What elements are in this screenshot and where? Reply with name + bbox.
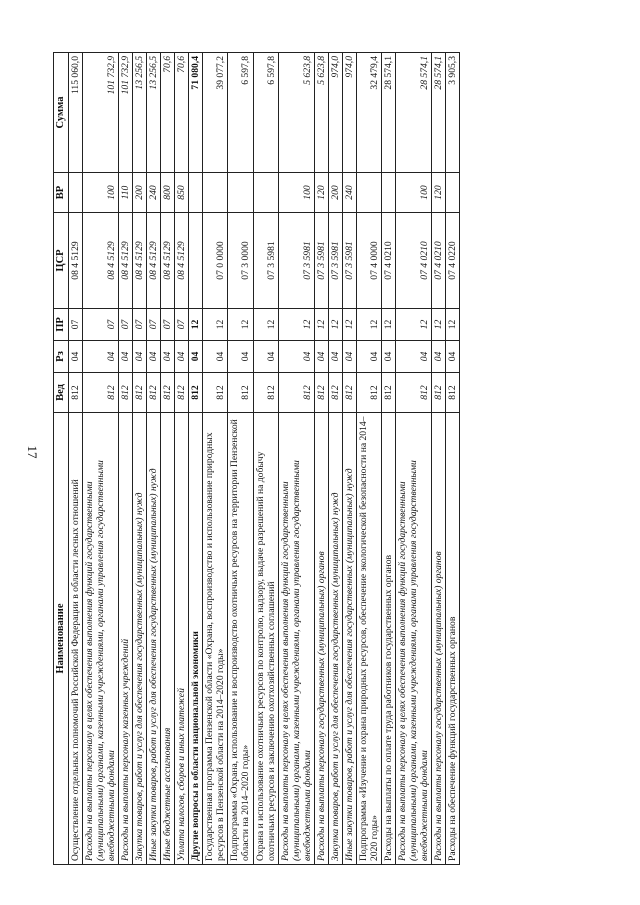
cell-pr: 12 xyxy=(314,309,328,341)
cell-name: Подпрограмма «Изучение и охрана природных ресурсов, обеспечение экологической безопасности на 2014–2020 годы» xyxy=(356,413,381,865)
budget-table xyxy=(53,52,460,865)
cell-ved: 812 xyxy=(69,373,83,413)
cell-sum: 32 479,4 xyxy=(356,53,381,173)
cell-rz: 04 xyxy=(228,341,253,373)
cell-rz: 04 xyxy=(203,341,228,373)
cell-name: Подпрограмма «Охрана, использование и воспроизводство охотничьих ресурсов на территории Пензенской области на 2014–2020 годы» xyxy=(228,413,253,865)
cell-csr: 07 4 0210 xyxy=(431,213,445,309)
cell-vr: 240 xyxy=(147,173,161,213)
table-row xyxy=(431,53,445,865)
cell-vr: 110 xyxy=(119,173,133,213)
table-row xyxy=(356,53,381,865)
cell-csr: 08 4 5129 xyxy=(119,213,133,309)
cell-name: Охрана и использование охотничьих ресурсов по контролю, надзору, выдаче разрешений на добычу охотничьих ресурсов и заключению охотхозяйственных соглашений xyxy=(253,413,278,865)
cell-ved: 812 xyxy=(395,373,431,413)
cell-name: Другие вопросы в области национальной экономики xyxy=(189,413,203,865)
cell-sum: 115 060,0 xyxy=(69,53,83,173)
table-row xyxy=(445,53,459,865)
cell-sum: 28 574,1 xyxy=(381,53,395,173)
cell-rz: 04 xyxy=(253,341,278,373)
table-row xyxy=(83,53,119,865)
cell-vr: 120 xyxy=(314,173,328,213)
cell-pr: 12 xyxy=(431,309,445,341)
cell-name: Государственная программа Пензенской области «Охрана, воспроизводство и использование природных ресурсов в Пензенской области на 2014–2020 годы» xyxy=(203,413,228,865)
table-row xyxy=(119,53,133,865)
cell-sum: 6 597,8 xyxy=(228,53,253,173)
cell-rz: 04 xyxy=(189,341,203,373)
cell-ved: 812 xyxy=(119,373,133,413)
cell-ved: 812 xyxy=(228,373,253,413)
table-row xyxy=(314,53,328,865)
cell-pr: 12 xyxy=(228,309,253,341)
cell-ved: 812 xyxy=(381,373,395,413)
cell-name: Иные закупки товаров, работ и услуг для обеспечения государственных (муниципальных) нужд xyxy=(342,413,356,865)
cell-vr xyxy=(253,173,278,213)
cell-vr xyxy=(445,173,459,213)
cell-sum: 974,0 xyxy=(328,53,342,173)
cell-ved: 812 xyxy=(253,373,278,413)
cell-rz: 04 xyxy=(119,341,133,373)
cell-ved: 812 xyxy=(356,373,381,413)
rotated-page xyxy=(53,53,611,865)
cell-pr: 07 xyxy=(147,309,161,341)
table-row xyxy=(189,53,203,865)
cell-name: Расходы на выплаты персоналу в целях обеспечения выполнения функций государственными (муниципальными) органами, казенными учреждениями, органами управления государственными внебюджетными фондами xyxy=(83,413,119,865)
cell-rz: 04 xyxy=(342,341,356,373)
cell-pr: 07 xyxy=(133,309,147,341)
cell-pr: 12 xyxy=(356,309,381,341)
cell-rz: 04 xyxy=(133,341,147,373)
cell-pr: 12 xyxy=(189,309,203,341)
cell-name: Расходы на выплаты персоналу казенных учреждений xyxy=(119,413,133,865)
cell-pr: 12 xyxy=(342,309,356,341)
cell-ved: 812 xyxy=(83,373,119,413)
header-rz: Рз xyxy=(54,341,69,373)
cell-sum: 974,0 xyxy=(342,53,356,173)
cell-vr: 100 xyxy=(83,173,119,213)
cell-csr: 07 4 0000 xyxy=(356,213,381,309)
table-row xyxy=(203,53,228,865)
cell-csr: 08 4 5129 xyxy=(133,213,147,309)
cell-name: Закупка товаров, работ и услуг для обеспечения государственных (муниципальных) нужд xyxy=(133,413,147,865)
cell-csr: 07 0 0000 xyxy=(203,213,228,309)
cell-rz: 04 xyxy=(356,341,381,373)
cell-rz: 04 xyxy=(328,341,342,373)
header-csr: ЦСР xyxy=(54,213,69,309)
cell-name: Иные закупки товаров, работ и услуг для обеспечения государственных (муниципальных) нужд xyxy=(147,413,161,865)
cell-vr: 200 xyxy=(328,173,342,213)
cell-csr: 08 4 5129 xyxy=(147,213,161,309)
cell-vr: 120 xyxy=(431,173,445,213)
cell-pr: 12 xyxy=(203,309,228,341)
cell-name: Расходы на выплаты персоналу в целях обеспечения выполнения функций государственными (муниципальными) органами, казенными учреждениями, органами управления государственными внебюджетными фондами xyxy=(395,413,431,865)
cell-sum: 5 623,8 xyxy=(278,53,314,173)
cell-ved: 812 xyxy=(175,373,189,413)
cell-sum: 28 574,1 xyxy=(395,53,431,173)
cell-pr: 12 xyxy=(445,309,459,341)
cell-pr: 12 xyxy=(328,309,342,341)
cell-pr: 12 xyxy=(395,309,431,341)
header-vr: ВР xyxy=(54,173,69,213)
cell-ved: 812 xyxy=(278,373,314,413)
cell-name: Расходы на выплаты персоналу в целях обеспечения выполнения функций государственными (муниципальными) органами, казенными учреждениями, органами управления государственными внебюджетными фондами xyxy=(278,413,314,865)
table-row xyxy=(161,53,175,865)
cell-sum: 101 732,9 xyxy=(83,53,119,173)
cell-ved: 812 xyxy=(147,373,161,413)
cell-sum: 5 623,8 xyxy=(314,53,328,173)
table-header-row xyxy=(54,53,69,865)
cell-csr: 08 4 5129 xyxy=(175,213,189,309)
cell-rz: 04 xyxy=(175,341,189,373)
cell-pr: 07 xyxy=(119,309,133,341)
header-sum: Сумма xyxy=(54,53,69,173)
cell-vr: 100 xyxy=(395,173,431,213)
cell-ved: 812 xyxy=(161,373,175,413)
cell-ved: 812 xyxy=(133,373,147,413)
table-row xyxy=(328,53,342,865)
table-body xyxy=(69,53,460,865)
header-name: Наименование xyxy=(54,413,69,865)
cell-pr: 07 xyxy=(175,309,189,341)
cell-csr: 07 3 0000 xyxy=(228,213,253,309)
cell-pr: 07 xyxy=(83,309,119,341)
cell-sum: 3 905,3 xyxy=(445,53,459,173)
cell-name: Расходы на выплаты по оплате труда работников государственных органов xyxy=(381,413,395,865)
cell-name: Закупка товаров, работ и услуг для обеспечения государственных (муниципальных) нужд xyxy=(328,413,342,865)
cell-vr xyxy=(203,173,228,213)
cell-csr: 07 3 5981 xyxy=(328,213,342,309)
cell-rz: 04 xyxy=(278,341,314,373)
table-row xyxy=(147,53,161,865)
cell-csr: 08 4 5129 xyxy=(83,213,119,309)
cell-vr xyxy=(189,173,203,213)
cell-csr: 07 4 0210 xyxy=(381,213,395,309)
cell-pr: 12 xyxy=(278,309,314,341)
cell-vr xyxy=(228,173,253,213)
cell-csr: 07 3 5981 xyxy=(278,213,314,309)
cell-vr: 200 xyxy=(133,173,147,213)
cell-vr xyxy=(356,173,381,213)
cell-csr: 08 4 5129 xyxy=(161,213,175,309)
cell-csr: 07 4 0210 xyxy=(395,213,431,309)
cell-rz: 04 xyxy=(147,341,161,373)
cell-csr: 07 4 0220 xyxy=(445,213,459,309)
cell-sum: 39 077,2 xyxy=(203,53,228,173)
table-row xyxy=(228,53,253,865)
cell-name: Иные бюджетные ассигнования xyxy=(161,413,175,865)
cell-sum: 13 256,5 xyxy=(147,53,161,173)
table-row xyxy=(381,53,395,865)
table-row xyxy=(133,53,147,865)
cell-ved: 812 xyxy=(189,373,203,413)
cell-ved: 812 xyxy=(203,373,228,413)
cell-sum: 6 597,8 xyxy=(253,53,278,173)
cell-ved: 812 xyxy=(328,373,342,413)
cell-name: Уплата налогов, сборов и иных платежей xyxy=(175,413,189,865)
cell-name: Расходы на обеспечение функций государственных органов xyxy=(445,413,459,865)
table-row xyxy=(395,53,431,865)
cell-rz: 04 xyxy=(83,341,119,373)
cell-pr: 12 xyxy=(253,309,278,341)
cell-pr: 12 xyxy=(381,309,395,341)
cell-ved: 812 xyxy=(314,373,328,413)
cell-csr xyxy=(189,213,203,309)
cell-name: Осуществление отдельных полномочий Российской Федерации в области лесных отношений xyxy=(69,413,83,865)
cell-sum: 13 256,5 xyxy=(133,53,147,173)
cell-ved: 812 xyxy=(431,373,445,413)
table-row xyxy=(342,53,356,865)
header-ved: Вед xyxy=(54,373,69,413)
cell-ved: 812 xyxy=(445,373,459,413)
cell-vr: 800 xyxy=(161,173,175,213)
table-row xyxy=(69,53,83,865)
cell-sum: 28 574,1 xyxy=(431,53,445,173)
cell-pr: 07 xyxy=(161,309,175,341)
cell-csr: 07 3 5981 xyxy=(342,213,356,309)
cell-vr xyxy=(381,173,395,213)
page-number: 17 xyxy=(25,445,40,459)
cell-vr: 240 xyxy=(342,173,356,213)
cell-rz: 04 xyxy=(161,341,175,373)
cell-rz: 04 xyxy=(69,341,83,373)
cell-rz: 04 xyxy=(431,341,445,373)
cell-sum: 71 080,4 xyxy=(189,53,203,173)
cell-sum: 70,6 xyxy=(175,53,189,173)
cell-pr: 07 xyxy=(69,309,83,341)
cell-rz: 04 xyxy=(395,341,431,373)
table-row xyxy=(253,53,278,865)
cell-csr: 07 3 5981 xyxy=(314,213,328,309)
cell-csr: 07 3 5981 xyxy=(253,213,278,309)
cell-sum: 70,6 xyxy=(161,53,175,173)
header-pr: ПР xyxy=(54,309,69,341)
cell-ved: 812 xyxy=(342,373,356,413)
cell-name: Расходы на выплаты персоналу государственных (муниципальных) органов xyxy=(314,413,328,865)
cell-sum: 101 732,9 xyxy=(119,53,133,173)
cell-csr: 08 4 5129 xyxy=(69,213,83,309)
cell-vr: 850 xyxy=(175,173,189,213)
cell-rz: 04 xyxy=(381,341,395,373)
cell-rz: 04 xyxy=(445,341,459,373)
table-row xyxy=(278,53,314,865)
cell-rz: 04 xyxy=(314,341,328,373)
cell-name: Расходы на выплаты персоналу государственных (муниципальных) органов xyxy=(431,413,445,865)
table-row xyxy=(175,53,189,865)
cell-vr xyxy=(69,173,83,213)
cell-vr: 100 xyxy=(278,173,314,213)
